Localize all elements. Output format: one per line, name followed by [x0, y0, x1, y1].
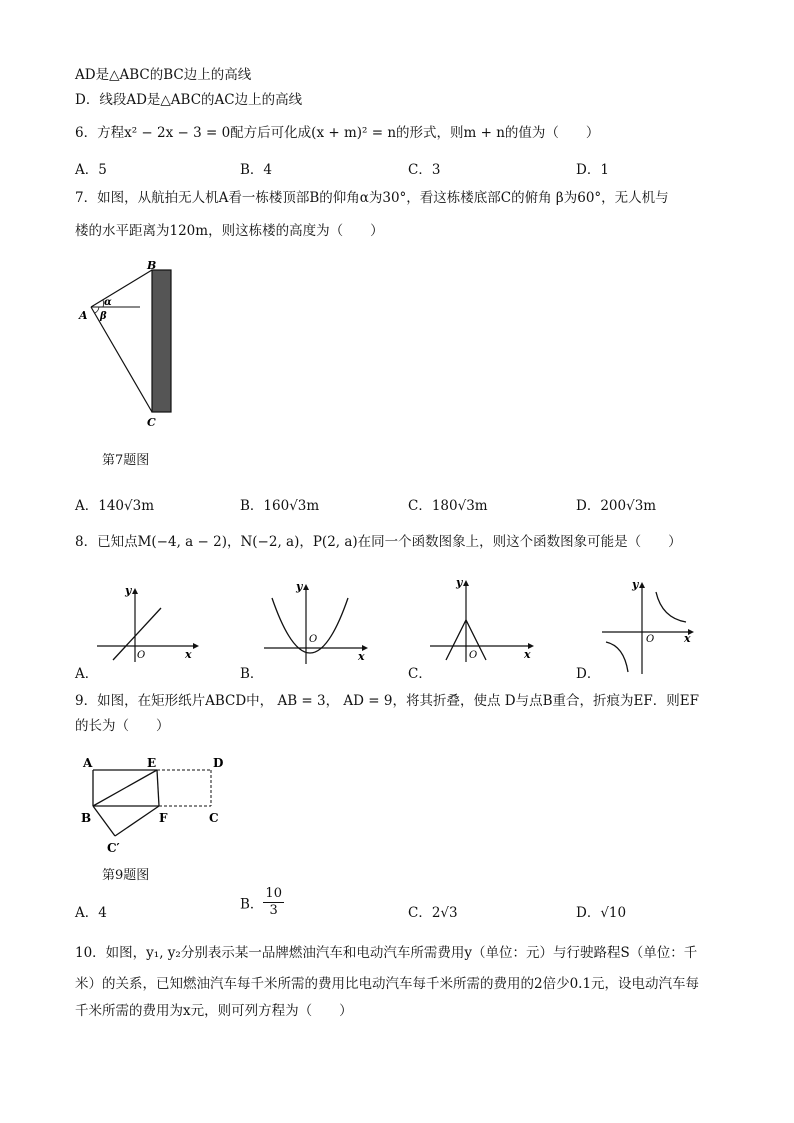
origin-label: O — [469, 650, 478, 661]
q9-figure — [75, 752, 235, 862]
q9-option-b-prefix: B． — [240, 896, 264, 913]
q7-stem-line1: 7．如图，从航拍无人机A看一栋楼顶部B的仰角α为30°，看这栋楼底部C的俯角 β为60°，无人机与 — [75, 190, 669, 206]
y-axis-arrow — [132, 588, 138, 594]
q7-label-beta: β — [100, 311, 107, 322]
q8-stem: 8．已知点M(−4, a − 2)，N(−2, a)，P(2, a)在同一个函数图象上，则这个函数图象可能是（ ） — [75, 534, 682, 550]
q7-figure — [70, 258, 190, 433]
y-axis-arrow — [303, 584, 309, 590]
q8-option-c: C． — [408, 666, 432, 682]
q9-stem-line1: 9．如图，在矩形纸片ABCD中， AB = 3， AD = 9，将其折叠，使点 D与点B重合，折痕为EF．则EF — [75, 693, 699, 709]
x-label: x — [185, 648, 192, 661]
q7-option-c: C．180√3m — [408, 498, 488, 514]
q8-option-d: D． — [576, 666, 601, 682]
q7-stem-line2: 楼的水平距离为120m，则这栋楼的高度为（ ） — [75, 223, 384, 239]
q6-option-d: D．1 — [576, 162, 609, 178]
q9-option-a: A．4 — [75, 905, 107, 921]
q10-stem-line1: 10．如图，y₁, y₂分别表示某一品牌燃油汽车和电动汽车所需费用y（单位：元）与行驶路程S（单位：千 — [75, 945, 698, 961]
q9-segment-be — [93, 770, 157, 806]
q7-option-a: A．140√3m — [75, 498, 155, 514]
q6-stem: 6．方程x² − 2x − 3 = 0配方后可化成(x + m)² = n的形式，则m + n的值为（ ） — [75, 125, 600, 141]
q8-graph-d — [600, 576, 700, 676]
q6-option-b: B．4 — [240, 162, 273, 178]
q7-label-alpha: α — [104, 297, 112, 308]
q9-option-b-numerator: 10 — [265, 886, 282, 901]
q9-crease-ef — [157, 770, 159, 806]
q9-label-b: B — [81, 811, 92, 825]
q9-option-b-fraction — [263, 886, 284, 919]
q7-label-a: A — [79, 309, 88, 322]
q7-line-ab — [91, 270, 152, 307]
q7-label-c: C — [147, 416, 156, 429]
q9-segment-cpf — [115, 806, 159, 836]
q6-option-c: C．3 — [408, 162, 441, 178]
q7-line-ac — [91, 307, 152, 412]
q7-building — [152, 270, 171, 412]
q7-caption: 第7题图 — [102, 453, 150, 468]
q8-graph-b — [262, 578, 372, 666]
q9-option-c: C．2√3 — [408, 905, 458, 921]
q9-stem-line2: 的长为（ ） — [75, 718, 170, 734]
q9-label-e: E — [147, 756, 157, 770]
q9-option-b — [240, 886, 284, 919]
q9-caption: 第9题图 — [102, 868, 150, 883]
y-label: y — [296, 580, 303, 593]
q9-label-f: F — [159, 811, 168, 825]
q7-option-d: D．200√3m — [576, 498, 657, 514]
q6-option-a: A．5 — [75, 162, 107, 178]
x-label: x — [524, 648, 531, 661]
q8-option-a: A． — [75, 666, 99, 682]
y-axis-arrow — [639, 582, 645, 588]
y-axis-arrow — [463, 580, 469, 586]
y-label: y — [125, 584, 132, 597]
y-label: y — [456, 576, 463, 589]
q8-graph-c — [428, 574, 538, 664]
prev-option-d: D．线段AD是△ABC的AC边上的高线 — [75, 92, 303, 108]
q9-label-c-prime: C′ — [107, 841, 120, 855]
q9-option-b-denominator: 3 — [269, 903, 278, 918]
q7-label-b: B — [147, 259, 157, 272]
q10-stem-line3: 千米所需的费用为x元，则可列方程为（ ） — [75, 1003, 353, 1019]
q9-segment-bcp — [93, 806, 115, 836]
q9-option-d: D．√10 — [576, 905, 627, 921]
hyperbola-branch-1 — [656, 592, 686, 622]
q7-beta-arc — [95, 307, 99, 313]
q8-graph-a — [95, 582, 200, 664]
q9-label-c: C — [209, 811, 219, 825]
origin-label: O — [137, 650, 146, 661]
hyperbola-branch-2 — [606, 642, 628, 672]
y-label: y — [632, 578, 639, 591]
origin-label: O — [646, 634, 655, 645]
q7-option-b: B．160√3m — [240, 498, 320, 514]
origin-label: O — [309, 634, 318, 645]
q10-stem-line2: 米）的关系，已知燃油汽车每千米所需的费用比电动汽车每千米所需的费用的2倍少0.1元，设电动汽车每 — [75, 976, 700, 992]
x-label: x — [358, 650, 365, 663]
prev-option-c-text: AD是△ABC的BC边上的高线 — [75, 67, 252, 83]
q9-label-d: D — [213, 756, 224, 770]
q9-label-a: A — [83, 756, 93, 770]
q8-option-b: B． — [240, 666, 264, 682]
x-label: x — [684, 632, 691, 645]
x-axis-arrow — [193, 643, 199, 649]
